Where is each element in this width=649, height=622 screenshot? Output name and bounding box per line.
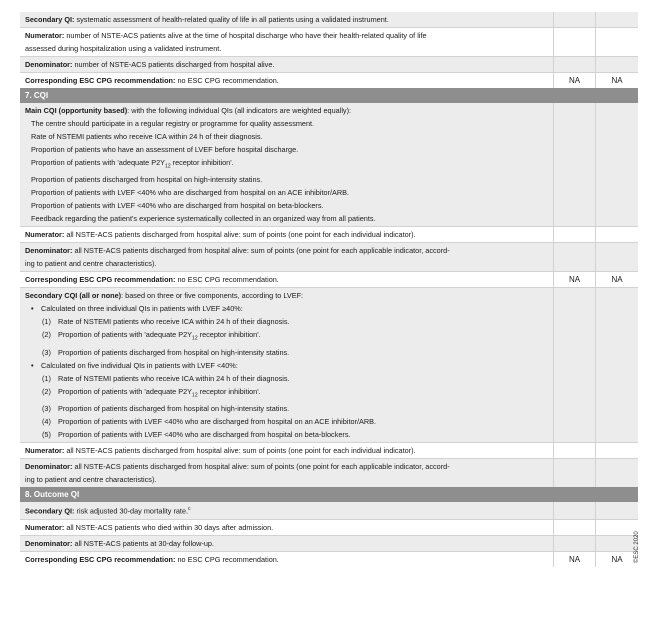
label: Corresponding ESC CPG recommendation: <box>25 554 176 564</box>
numbered-item: (3) Proportion of patients discharged from hospital on high-intensity statins. <box>42 347 290 357</box>
na-cell: NA <box>595 73 638 88</box>
row-numerator <box>20 519 638 535</box>
section-header-7 <box>20 88 638 103</box>
row-main-cqi <box>20 103 638 226</box>
row-cpg <box>20 72 638 88</box>
text-cont: ing to patient and centre characteristics). <box>25 259 157 269</box>
bullet-item: • Calculated on three individual QIs in patients with LVEF ≥40%: <box>31 304 243 314</box>
text-cont: ing to patient and centre characteristics). <box>25 475 157 485</box>
row-denominator <box>20 242 638 271</box>
row-cpg <box>20 551 638 567</box>
list-item: Proportion of patients with LVEF <40% who are discharged from hospital on beta-blockers. <box>31 201 324 211</box>
list-item: Proportion of patients who have an assessment of LVEF before hospital discharge. <box>31 145 299 154</box>
text: all NSTE-ACS patients discharged from hospital alive: sum of points (one point for each individual indicator). <box>64 446 416 456</box>
section-header-8 <box>20 487 638 502</box>
row-secondary-cqi <box>20 287 638 442</box>
label: Denominator: <box>25 60 73 69</box>
label: Secondary QI: <box>25 506 75 516</box>
text: no ESC CPG recommendation. <box>175 76 279 85</box>
label: Main CQI (opportunity based) <box>25 106 128 115</box>
label: Numerator: <box>25 446 65 456</box>
numbered-item: (1) Rate of NSTEMI patients who receive ICA within 24 h of their diagnosis. <box>42 373 290 383</box>
text: no ESC CPG recommendation. <box>175 554 279 564</box>
label: Corresponding ESC CPG recommendation: <box>25 275 176 285</box>
label: Numerator: <box>25 230 65 240</box>
label: Corresponding ESC CPG recommendation: <box>25 76 176 85</box>
copyright-note: ©ESC 2020 <box>634 531 640 563</box>
row-numerator <box>20 27 638 56</box>
bullet-item: • Calculated on five individual QIs in patients with LVEF <40%: <box>31 360 238 370</box>
section-title: 8. Outcome QI <box>20 487 553 502</box>
text: all NSTE-ACS patients discharged from hospital alive: sum of points (one point for each applicable indicator, accord- <box>72 462 450 472</box>
label: Denominator: <box>25 462 73 472</box>
text: all NSTE-ACS patients who died within 30 days after admission. <box>64 522 274 532</box>
text: number of NSTE-ACS patients discharged from hospital alive. <box>72 60 275 69</box>
row-cpg <box>20 271 638 287</box>
bullet-icon: • <box>31 304 34 314</box>
label: Denominator: <box>25 538 73 548</box>
text: : based on three or five components, according to LVEF: <box>121 291 304 301</box>
text: all NSTE-ACS patients discharged from hospital alive: sum of points (one point for each applicable indicator, accord- <box>72 246 450 256</box>
label: Numerator: <box>25 31 65 40</box>
list-item: Proportion of patients discharged from hospital on high-intensity statins. <box>31 175 263 185</box>
text-cont: assessed during hospitalization using a validated instrument. <box>25 44 222 53</box>
row-denominator <box>20 56 638 72</box>
na-cell: NA <box>553 552 595 567</box>
row-numerator <box>20 226 638 242</box>
bullet-icon: • <box>31 360 34 370</box>
na-cell: NA <box>595 272 638 287</box>
na-cell: NA <box>553 73 595 88</box>
numbered-item: (1) Rate of NSTEMI patients who receive ICA within 24 h of their diagnosis. <box>42 317 290 327</box>
list-item: Rate of NSTEMI patients who receive ICA within 24 h of their diagnosis. <box>31 132 263 141</box>
row-secondary-qi <box>20 502 638 518</box>
section-title: 7. CQI <box>20 88 553 103</box>
numbered-item: (2) Proportion of patients with 'adequate $P2Y_{12}$ receptor inhibition'. <box>42 330 261 342</box>
footnote-mark: c <box>188 506 191 513</box>
numbered-item: (2) Proportion of patients with 'adequate $P2Y_{12}$ receptor inhibition'. <box>42 386 261 399</box>
numbered-item: (3) Proportion of patients discharged from hospital on high-intensity statins. <box>42 404 290 414</box>
numbered-item: (5) Proportion of patients with LVEF <40% who are discharged from hospital on beta-blockers. <box>42 430 351 440</box>
na-cell: NA <box>553 272 595 287</box>
label: Denominator: <box>25 246 73 256</box>
text: systematic assessment of health-related quality of life in all patients using a validated instrument. <box>74 15 389 24</box>
na-cell: NA <box>595 552 638 567</box>
text: risk adjusted 30-day mortality rate. <box>74 506 189 516</box>
text: all NSTE-ACS patients at 30-day follow-up. <box>72 538 214 548</box>
numbered-item: (4) Proportion of patients with LVEF <40% who are discharged from hospital on an ACE inhibitor/ARB. <box>42 417 377 427</box>
label: Secondary QI: <box>25 15 75 24</box>
label: Numerator: <box>25 522 65 532</box>
row-numerator <box>20 442 638 458</box>
list-item: Proportion of patients with LVEF <40% who are discharged from hospital on an ACE inhibitor/ARB. <box>31 188 350 198</box>
text: : with the following individual QIs (all indicators are weighted equally): <box>127 106 352 115</box>
row-denominator <box>20 458 638 487</box>
list-item: Proportion of patients with 'adequate $P2Y_{12}$ receptor inhibition'. <box>31 158 234 170</box>
list-item: Feedback regarding the patient's experience systematically collected in an organized way from all patients. <box>31 214 376 224</box>
row-secondary-qi <box>20 12 638 27</box>
text: all NSTE-ACS patients discharged from hospital alive: sum of points (one point for each individual indicator). <box>64 230 416 240</box>
text: no ESC CPG recommendation. <box>175 275 279 285</box>
label: Secondary CQI (all or none) <box>25 291 122 301</box>
row-denominator <box>20 535 638 551</box>
text: number of NSTE-ACS patients alive at the time of hospital discharge who have their health-related quality of life <box>64 31 427 40</box>
list-item: The centre should participate in a regular registry or programme for quality assessment. <box>31 119 315 128</box>
quality-indicator-table <box>20 12 638 567</box>
